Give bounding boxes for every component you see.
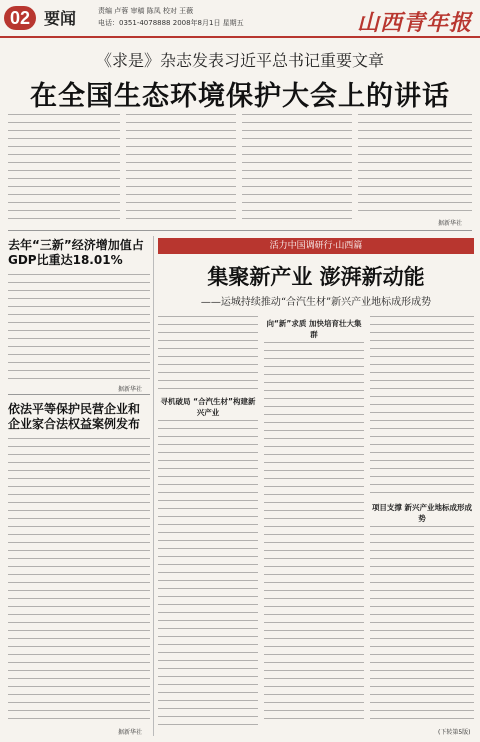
feature-subhead-3: 项目支撑 新兴产业地标成形成势 [371,503,473,523]
divider [8,230,472,231]
feature-title: 集聚新产业 澎湃新动能 [207,265,425,289]
story2-body [8,438,150,726]
date-line: 电话：0351-4078888 2008年8月1日 星期五 [98,19,244,27]
lead-headline: 在全国生态环境保护大会上的讲话 [30,81,450,112]
continued-note: (下转第5版) [438,729,471,736]
feature-column-3a [370,316,474,500]
page-header [0,0,480,38]
editor-line: 责编 卢蓉 审稿 陈凤 校对 王薇 [98,7,194,15]
lead-kicker: 《求是》杂志发表习近平总书记重要文章 [95,51,384,70]
feature-column-1a [158,316,258,394]
story2-byline: 据新华社 [118,729,143,736]
lead-column-3 [242,114,352,226]
feature-banner: 活力中国调研行·山西篇 [158,238,474,254]
feature-column-2 [264,342,364,726]
section-title: 要闻 [44,9,77,28]
feature-column-1b [158,420,258,726]
story1-byline: 据新华社 [118,386,143,393]
lead-column-2 [126,114,236,226]
lead-column-4 [358,114,472,218]
page-number: 02 [4,6,36,30]
divider [8,394,150,395]
column-separator [153,236,154,736]
feature-subhead-2: 向“新”求质 加快培育壮大集群 [266,319,362,339]
feature-subtitle: ——运城持续推动“合汽生材”新兴产业地标成形成势 [200,297,432,308]
newspaper-logo: 山西青年报 [356,10,472,36]
story2-title: 依法平等保护民营企业和企业家合法权益案例发布 [8,402,141,431]
feature-column-3b [370,526,474,722]
story1-title: 去年“三新”经济增加值占GDP比重达18.01% [8,238,144,267]
feature-subhead-1: 寻机破局 “合汽生材”构建新兴产业 [160,397,256,417]
story1-body [8,274,150,384]
lead-column-1 [8,114,120,226]
lead-byline: 据新华社 [438,220,463,227]
